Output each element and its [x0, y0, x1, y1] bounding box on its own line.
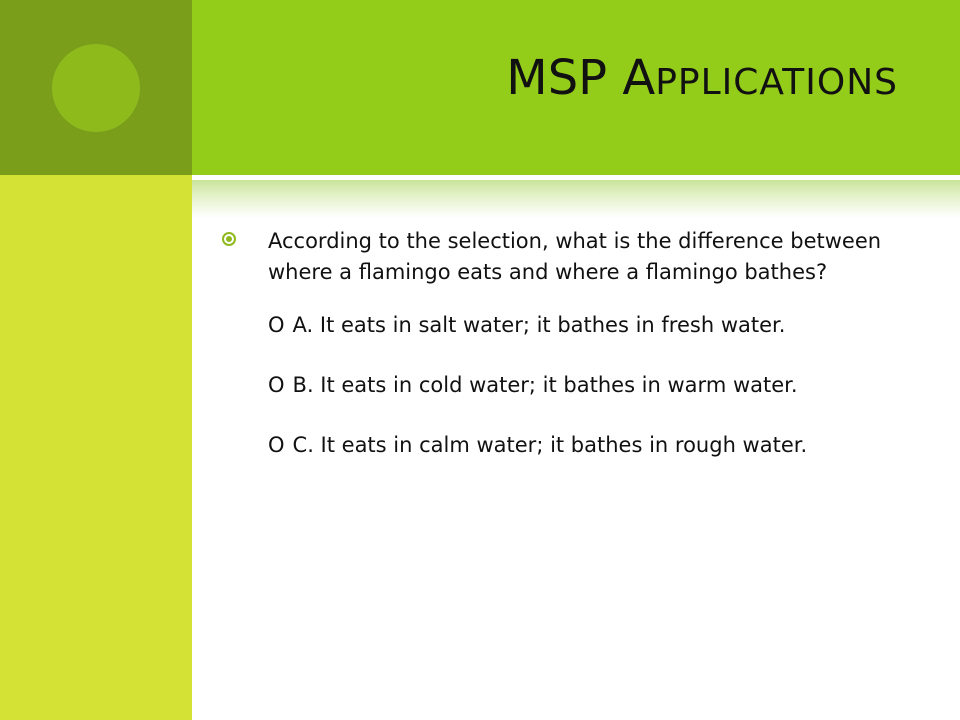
title-first: MSP A — [506, 50, 656, 106]
title-bar — [192, 0, 960, 175]
option-text: C. It eats in calm water; it bathes in rough water. — [292, 433, 808, 457]
answer-options — [222, 310, 912, 461]
option-text: A. It eats in salt water; it bathes in fresh water. — [292, 313, 786, 337]
slide-content — [222, 226, 912, 490]
title-rest: PPLICATIONS — [655, 62, 898, 103]
option-text: B. It eats in cold water; it bathes in warm water. — [292, 373, 798, 397]
option-marker: O — [268, 373, 285, 397]
answer-option-c — [268, 430, 912, 461]
left-sidebar-band — [0, 175, 192, 720]
answer-option-a — [268, 310, 912, 341]
title-shadow-gradient — [192, 180, 960, 218]
question-text: According to the selection, what is the difference between where a flamingo eats and where a flamingo bathes? — [268, 229, 882, 284]
option-marker: O — [268, 313, 285, 337]
question-item — [222, 226, 912, 288]
circle-bullet-icon — [222, 232, 236, 246]
decorative-circle — [52, 44, 140, 132]
option-marker: O — [268, 433, 285, 457]
corner-block — [0, 0, 192, 175]
answer-option-b — [268, 370, 912, 401]
slide-title — [506, 50, 898, 106]
